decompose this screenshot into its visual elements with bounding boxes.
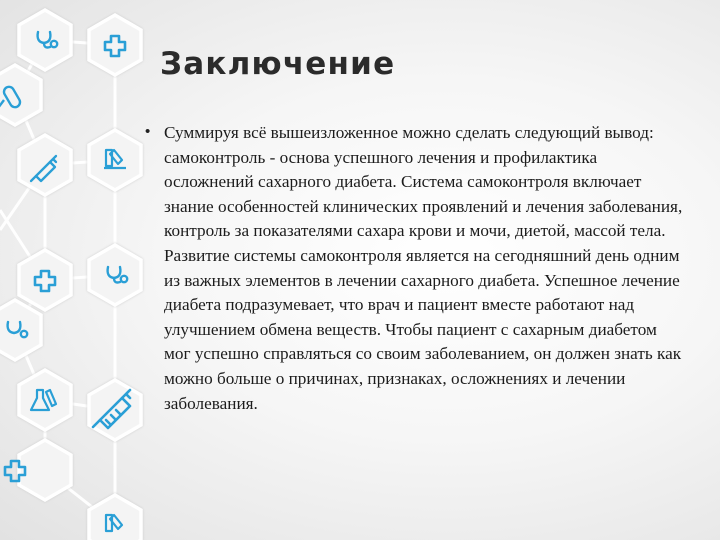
slide-title: Заключение: [160, 46, 396, 82]
slide-content: [145, 121, 685, 416]
bullet-text: Суммируя всё вышеизложенное можно сделать следующий вывод: самоконтроль - основа успешного лечения и профилактика осложнений сахарного диабета. Система самоконтроля включает знание особенностей клинических проявлений и лечения заболевания, контроль за показателями сахара крови и мочи, диетой, массой тела. Развитие системы самоконтроля является на сегодняшний день одним из важных элементов в лечении сахарного диабета. Успешное лечение диабета подразумевает, что врач и пациент вместе работают над улучшением обмена веществ. Чтобы пациент с сахарным диабетом мог успешно справляться со своим заболеванием, он должен знать как можно больше о причинах, признаках, осложнениях и лечении заболевания.: [164, 123, 683, 413]
bullet-marker: •: [145, 123, 151, 140]
